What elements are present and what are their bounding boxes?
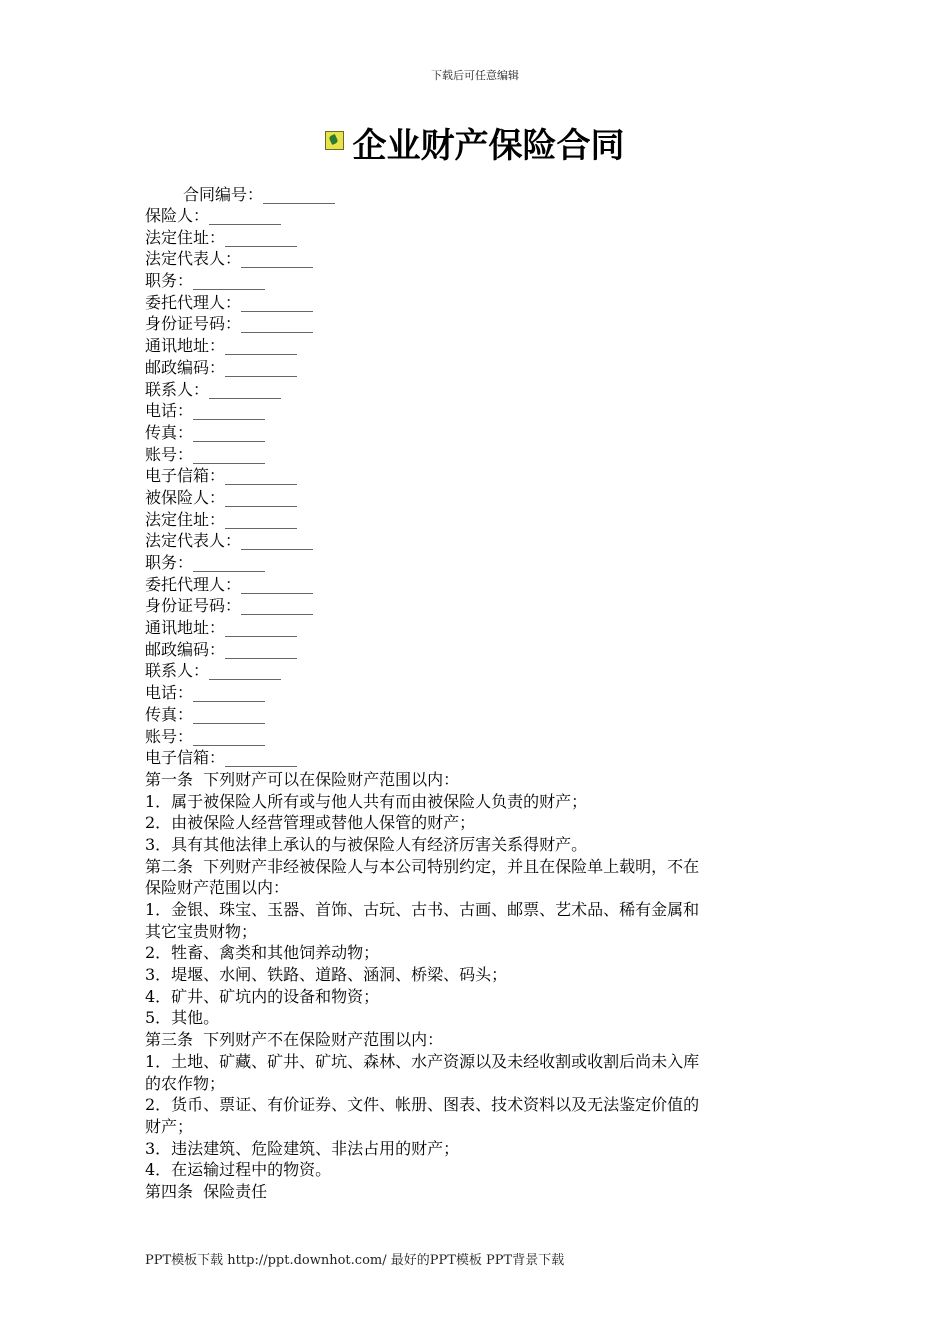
text-line: 电话：_________ xyxy=(145,683,266,703)
text-line: 身份证号码：_________ xyxy=(145,596,314,616)
text-line: 联系人：_________ xyxy=(145,661,282,681)
text-line: 邮政编码：_________ xyxy=(145,357,298,377)
text-line: 第一条 下列财产可以在保险财产范围以内： xyxy=(145,769,460,789)
page-title: 企业财产保险合同 xyxy=(352,126,625,166)
text-line: 1．土地、矿藏、矿井、矿坑、森林、水产资源以及未经收割或收割后尚未入库 xyxy=(145,1051,700,1071)
text-line: 第三条 下列财产不在保险财产范围以内： xyxy=(145,1030,444,1050)
text-line: 账号：_________ xyxy=(145,726,266,746)
text-line: 第二条 下列财产非经被保险人与本公司特别约定，并且在保险单上载明，不在 xyxy=(145,856,700,876)
text-line: 3．具有其他法律上承认的与被保险人有经济厉害关系得财产。 xyxy=(145,834,588,854)
text-line: 1．金银、珠宝、玉器、首饰、古玩、古书、古画、邮票、艺术品、稀有金属和 xyxy=(145,900,700,919)
text-line: 通讯地址：_________ xyxy=(145,336,298,356)
text-line: 保险财产范围以内： xyxy=(145,878,290,898)
text-line: 法定代表人：_________ xyxy=(145,531,314,551)
text-line: 1．属于被保险人所有或与他人共有而由被保险人负责的财产； xyxy=(145,791,588,811)
text-line: 2．货币、票证、有价证券、文件、帐册、图表、技术资料以及无法鉴定价值的 xyxy=(145,1095,700,1115)
text-line: 电子信箱：_________ xyxy=(145,466,298,486)
text-line: 3．违法建筑、危险建筑、非法占用的财产； xyxy=(145,1138,460,1158)
text-line: 2．牲畜、禽类和其他饲养动物； xyxy=(145,943,380,963)
text-line: 职务：_________ xyxy=(145,553,266,572)
text-line: 电子信箱：_________ xyxy=(145,748,298,768)
text-line: 保险人：_________ xyxy=(145,206,282,225)
header-note: 下载后可任意编辑 xyxy=(431,69,519,82)
text-line: 联系人：_________ xyxy=(145,379,282,399)
text-line: 5．其他。 xyxy=(145,1008,220,1028)
text-line: 委托代理人：_________ xyxy=(145,292,314,312)
text-line: 第四条 保险责任 xyxy=(145,1181,268,1201)
contract-number-line: 合同编号：_________ xyxy=(183,185,336,204)
text-line: 身份证号码：_________ xyxy=(145,314,314,334)
text-line: 法定住址：_________ xyxy=(145,227,298,247)
text-line: 账号：_________ xyxy=(145,444,266,464)
text-line: 的农作物； xyxy=(145,1073,226,1093)
text-line: 其它宝贵财物； xyxy=(145,921,258,941)
text-line: 电话：_________ xyxy=(145,401,266,421)
text-line: 传真：_________ xyxy=(145,704,266,724)
text-line: 通讯地址：_________ xyxy=(145,618,298,638)
text-line: 被保险人：_________ xyxy=(145,487,298,507)
text-line: 法定住址：_________ xyxy=(145,509,298,529)
text-line: 职务：_________ xyxy=(145,271,266,291)
footer-text: PPT模板下载 http://ppt.downhot.com/ 最好的PPT模板 PPT背景下载 xyxy=(145,1253,565,1268)
text-line: 4．矿井、矿坑内的设备和物资； xyxy=(145,986,380,1006)
title-row xyxy=(0,118,950,167)
text-line: 2．由被保险人经营管理或替他人保管的财产； xyxy=(145,813,476,833)
document-icon xyxy=(325,131,344,150)
text-line: 邮政编码：_________ xyxy=(145,639,298,659)
text-line: 法定代表人：_________ xyxy=(145,249,314,269)
text-line: 传真：_________ xyxy=(145,422,266,442)
text-line: 3．堤堰、水闸、铁路、道路、涵洞、桥梁、码头； xyxy=(145,965,508,985)
text-line: 财产； xyxy=(145,1116,194,1136)
text-line: 4．在运输过程中的物资。 xyxy=(145,1160,332,1180)
text-line: 委托代理人：_________ xyxy=(145,574,314,594)
contract-body xyxy=(145,205,810,1203)
